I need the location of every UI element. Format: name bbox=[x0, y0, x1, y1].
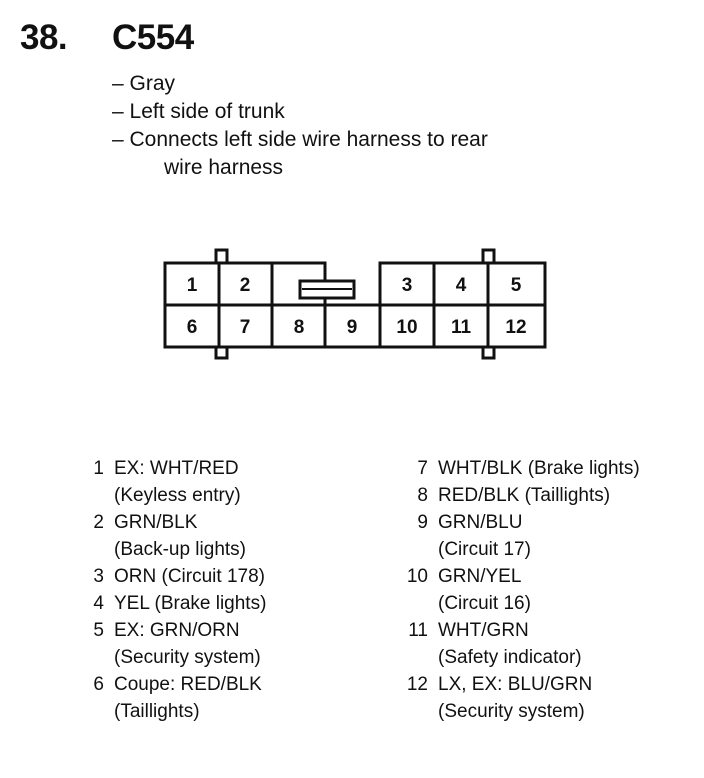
note-color: – Gray bbox=[112, 72, 176, 95]
pin-label: 5 bbox=[510, 275, 522, 296]
connector-code: C554 bbox=[112, 18, 194, 57]
legend-circuit: (Taillights) bbox=[114, 701, 200, 722]
locking-tab bbox=[483, 250, 494, 263]
legend-pin-number: 11 bbox=[408, 620, 428, 641]
pin-label: 3 bbox=[401, 275, 413, 296]
note-connects: – Connects left side wire harness to rear bbox=[112, 128, 488, 151]
legend-entry bbox=[402, 509, 640, 563]
pin-label: 7 bbox=[239, 317, 251, 338]
legend-wire: WHT/BLK (Brake lights) bbox=[438, 458, 640, 479]
legend-wire: Coupe: RED/BLK bbox=[114, 674, 262, 695]
legend-pin-number: 3 bbox=[93, 566, 104, 587]
pin-label: 6 bbox=[186, 317, 198, 338]
pin-label: 10 bbox=[396, 317, 418, 338]
legend-pin-number: 7 bbox=[417, 458, 428, 479]
legend-entry bbox=[86, 590, 266, 617]
legend-circuit: (Security system) bbox=[438, 701, 585, 722]
pin-label: 11 bbox=[450, 317, 472, 338]
locking-tab bbox=[216, 250, 227, 263]
connector-index: 38. bbox=[20, 18, 68, 57]
pin-label: 8 bbox=[293, 317, 305, 338]
legend-circuit: (Circuit 17) bbox=[438, 539, 531, 560]
note-location: – Left side of trunk bbox=[112, 100, 285, 123]
legend-circuit: (Circuit 16) bbox=[438, 593, 531, 614]
legend-wire: EX: GRN/ORN bbox=[114, 620, 240, 641]
legend-pin-number: 6 bbox=[93, 674, 104, 695]
legend-entry bbox=[402, 455, 640, 482]
legend-pin-number: 2 bbox=[93, 512, 104, 533]
pin-label: 9 bbox=[346, 317, 358, 338]
pin-label: 4 bbox=[455, 275, 467, 296]
legend-circuit: (Security system) bbox=[114, 647, 261, 668]
pin-legend-right bbox=[402, 455, 640, 725]
legend-entry bbox=[402, 482, 640, 509]
legend-wire: LX, EX: BLU/GRN bbox=[438, 674, 593, 695]
legend-circuit: (Back-up lights) bbox=[114, 539, 246, 560]
legend-pin-number: 4 bbox=[93, 593, 104, 614]
legend-entry bbox=[402, 617, 640, 671]
legend-wire: GRN/BLU bbox=[438, 512, 523, 533]
legend-entry bbox=[86, 455, 266, 509]
legend-entry bbox=[402, 563, 640, 617]
legend-pin-number: 8 bbox=[417, 485, 428, 506]
legend-pin-number: 10 bbox=[406, 566, 428, 587]
legend-circuit: (Safety indicator) bbox=[438, 647, 582, 668]
legend-entry bbox=[402, 671, 640, 725]
legend-wire: GRN/YEL bbox=[438, 566, 522, 587]
legend-wire: YEL (Brake lights) bbox=[114, 593, 267, 614]
legend-wire: WHT/GRN bbox=[438, 620, 529, 641]
legend-entry bbox=[86, 509, 266, 563]
legend-pin-number: 5 bbox=[93, 620, 104, 641]
legend-circuit: (Keyless entry) bbox=[114, 485, 241, 506]
legend-wire: RED/BLK (Taillights) bbox=[438, 485, 611, 506]
legend-entry bbox=[86, 671, 266, 725]
legend-pin-number: 12 bbox=[406, 674, 428, 695]
legend-entry bbox=[86, 563, 266, 590]
pin-legend-left bbox=[86, 455, 266, 725]
legend-wire: GRN/BLK bbox=[114, 512, 198, 533]
legend-wire: EX: WHT/RED bbox=[114, 458, 239, 479]
legend-pin-number: 9 bbox=[417, 512, 428, 533]
legend-pin-number: 1 bbox=[93, 458, 104, 479]
pin-label: 2 bbox=[239, 275, 251, 296]
legend-wire: ORN (Circuit 178) bbox=[114, 566, 265, 587]
locking-tab bbox=[483, 347, 494, 358]
legend-entry bbox=[86, 617, 266, 671]
pin-label: 12 bbox=[505, 317, 527, 338]
note-connects-continued: wire harness bbox=[164, 156, 284, 179]
locking-tab bbox=[216, 347, 227, 358]
pin-label: 1 bbox=[186, 275, 198, 296]
